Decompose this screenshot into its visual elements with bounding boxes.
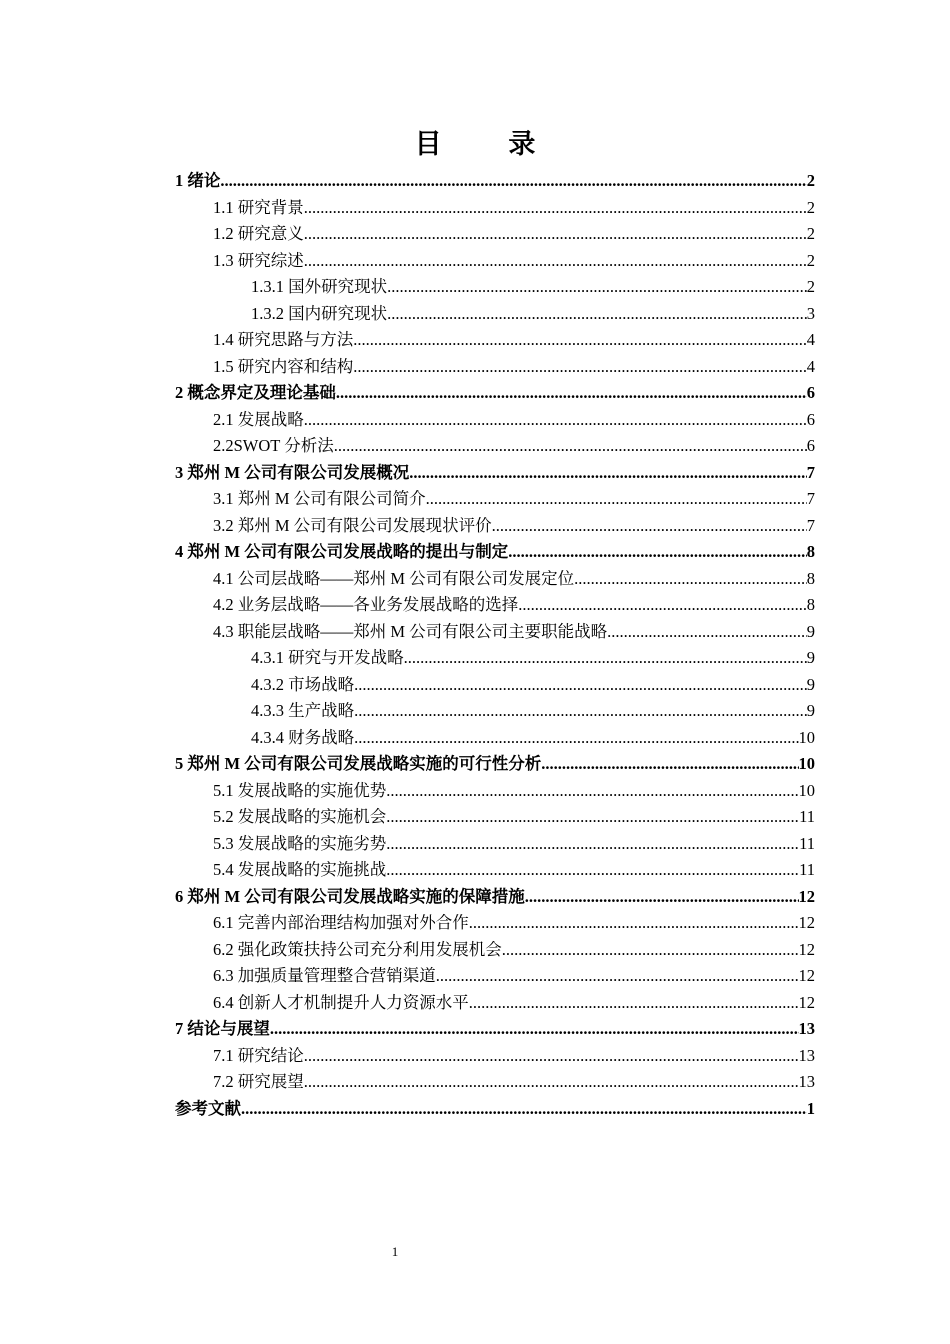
toc-entry-page-number: 7 <box>806 489 815 508</box>
toc-entry-title: 6 郑州 M 公司有限公司发展战略实施的保障措施 <box>175 886 525 906</box>
toc-dot-leader <box>518 592 807 619</box>
toc-entry[interactable] <box>175 301 815 328</box>
toc-entry-title: 1 绪论 <box>175 171 221 190</box>
toc-entry-page-number: 3 <box>806 303 815 323</box>
toc-entry-page-number: 8 <box>806 542 815 561</box>
toc-entry-page-number: 11 <box>799 833 815 853</box>
toc-dot-leader <box>525 884 799 911</box>
toc-entry[interactable] <box>175 274 815 301</box>
toc-entry-title: 4 郑州 M 公司有限公司发展战略的提出与制定 <box>175 542 509 561</box>
toc-entry-page-number: 9 <box>806 701 815 720</box>
toc-entry[interactable] <box>175 195 815 222</box>
toc-entry-title: 参考文献 <box>175 1098 241 1118</box>
toc-entry[interactable] <box>175 672 815 699</box>
toc-dot-leader <box>508 539 807 566</box>
toc-entry-page-number: 10 <box>798 727 815 747</box>
toc-entry-title: 6.4 创新人才机制提升人力资源水平 <box>213 992 469 1012</box>
toc-entry[interactable] <box>175 513 815 540</box>
toc-entry[interactable] <box>175 407 815 434</box>
toc-entry-page-number: 7 <box>806 462 815 482</box>
toc-entry[interactable] <box>175 433 815 460</box>
toc-dot-leader <box>541 751 798 778</box>
toc-entry-page-number: 11 <box>799 860 815 879</box>
toc-entry[interactable] <box>175 327 815 354</box>
toc-entry-title: 4.3.2 市场战略 <box>251 674 355 694</box>
toc-entry-page-number: 9 <box>806 648 815 667</box>
toc-dot-leader <box>607 619 807 646</box>
toc-entry[interactable] <box>175 910 815 937</box>
toc-entry-page-number: 6 <box>806 436 815 455</box>
toc-entry[interactable] <box>175 778 815 805</box>
toc-dot-leader <box>387 301 807 328</box>
toc-entry-page-number: 2 <box>806 224 815 243</box>
toc-dot-leader <box>386 778 798 805</box>
toc-entry-page-number: 12 <box>798 886 815 906</box>
toc-entry-title: 1.2 研究意义 <box>213 224 304 243</box>
toc-entry-title: 3 郑州 M 公司有限公司发展概况 <box>175 462 410 482</box>
toc-entry[interactable] <box>175 1043 815 1070</box>
toc-entry[interactable] <box>175 539 815 566</box>
toc-entry[interactable] <box>175 937 815 964</box>
toc-entry[interactable] <box>175 725 815 752</box>
toc-dot-leader <box>354 672 807 699</box>
toc-dot-leader <box>469 990 799 1017</box>
toc-dot-leader <box>334 433 807 460</box>
toc-entry-title: 4.3.1 研究与开发战略 <box>251 648 404 667</box>
toc-entry-page-number: 13 <box>798 1072 815 1091</box>
toc-entry-title: 1.3.1 国外研究现状 <box>251 277 388 296</box>
toc-entry[interactable] <box>175 990 815 1017</box>
toc-entry[interactable] <box>175 221 815 248</box>
toc-entry[interactable] <box>175 1016 815 1043</box>
toc-dot-leader <box>409 460 807 487</box>
toc-dot-leader <box>469 910 799 937</box>
toc-entry-title: 4.1 公司层战略——郑州 M 公司有限公司发展定位 <box>213 568 575 588</box>
table-of-contents <box>175 168 815 1122</box>
toc-entry[interactable] <box>175 645 815 672</box>
toc-entry-title: 4.2 业务层战略——各业务发展战略的选择 <box>213 595 519 614</box>
toc-entry-title: 7 结论与展望 <box>175 1019 270 1038</box>
toc-entry-page-number: 13 <box>798 1045 815 1065</box>
toc-entry-page-number: 4 <box>806 356 815 376</box>
toc-entry-page-number: 8 <box>806 595 815 614</box>
toc-entry-page-number: 12 <box>798 913 815 932</box>
toc-entry[interactable] <box>175 1096 815 1123</box>
toc-entry-page-number: 4 <box>806 330 815 349</box>
toc-entry-title: 5.3 发展战略的实施劣势 <box>213 833 387 853</box>
toc-dot-leader <box>386 831 799 858</box>
toc-entry-page-number: 2 <box>806 250 815 270</box>
toc-dot-leader <box>304 1069 799 1096</box>
toc-entry-title: 1.4 研究思路与方法 <box>213 330 354 349</box>
toc-entry-page-number: 13 <box>798 1019 815 1038</box>
toc-dot-leader <box>304 248 807 275</box>
toc-entry[interactable] <box>175 460 815 487</box>
toc-entry[interactable] <box>175 619 815 646</box>
toc-dot-leader <box>220 168 806 195</box>
toc-entry-page-number: 6 <box>806 409 815 429</box>
toc-entry-page-number: 8 <box>806 568 815 588</box>
toc-entry-title: 5.1 发展战略的实施优势 <box>213 780 387 800</box>
toc-entry[interactable] <box>175 354 815 381</box>
toc-dot-leader <box>354 698 807 725</box>
toc-entry-title: 1.3.2 国内研究现状 <box>251 303 388 323</box>
toc-entry-page-number: 1 <box>806 1098 815 1118</box>
toc-entry[interactable] <box>175 857 815 884</box>
toc-dot-leader <box>241 1096 807 1123</box>
toc-entry-title: 7.1 研究结论 <box>213 1045 304 1065</box>
toc-entry-title: 4.3.3 生产战略 <box>251 701 355 720</box>
toc-entry-page-number: 10 <box>798 754 815 773</box>
toc-entry[interactable] <box>175 963 815 990</box>
toc-entry-title: 5.2 发展战略的实施机会 <box>213 807 387 826</box>
toc-entry-title: 4.3 职能层战略——郑州 M 公司有限公司主要职能战略 <box>213 621 608 641</box>
toc-entry-page-number: 9 <box>806 621 815 641</box>
toc-dot-leader <box>426 486 807 513</box>
toc-dot-leader <box>492 513 807 540</box>
toc-entry-title: 2 概念界定及理论基础 <box>175 383 336 402</box>
toc-entry-title: 6.3 加强质量管理整合营销渠道 <box>213 966 436 985</box>
toc-entry-page-number: 12 <box>798 992 815 1012</box>
toc-entry-title: 1.5 研究内容和结构 <box>213 356 354 376</box>
toc-dot-leader <box>386 857 799 884</box>
toc-entry[interactable] <box>175 248 815 275</box>
toc-title: 目 录 <box>414 129 566 159</box>
toc-entry[interactable] <box>175 168 815 195</box>
toc-entry[interactable] <box>175 486 815 513</box>
toc-entry[interactable] <box>175 831 815 858</box>
toc-entry-title: 3.1 郑州 M 公司有限公司简介 <box>213 489 426 508</box>
toc-entry-page-number: 7 <box>806 515 815 535</box>
toc-dot-leader <box>304 221 807 248</box>
toc-dot-leader <box>270 1016 799 1043</box>
toc-dot-leader <box>304 407 807 434</box>
toc-entry-title: 4.3.4 财务战略 <box>251 727 355 747</box>
toc-entry-title: 6.1 完善内部治理结构加强对外合作 <box>213 913 469 932</box>
toc-entry-title: 1.3 研究综述 <box>213 250 304 270</box>
toc-entry[interactable] <box>175 380 815 407</box>
toc-entry-page-number: 2 <box>806 197 815 217</box>
toc-entry[interactable] <box>175 1069 815 1096</box>
toc-entry[interactable] <box>175 566 815 593</box>
toc-dot-leader <box>353 327 807 354</box>
toc-entry[interactable] <box>175 592 815 619</box>
toc-dot-leader <box>387 274 807 301</box>
toc-entry-page-number: 2 <box>806 171 815 190</box>
toc-dot-leader <box>386 804 799 831</box>
toc-entry[interactable] <box>175 751 815 778</box>
toc-entry[interactable] <box>175 698 815 725</box>
toc-dot-leader <box>353 354 807 381</box>
toc-entry-title: 7.2 研究展望 <box>213 1072 304 1091</box>
toc-entry-page-number: 12 <box>798 939 815 959</box>
toc-entry-title: 2.1 发展战略 <box>213 409 304 429</box>
toc-entry-title: 6.2 强化政策扶持公司充分利用发展机会 <box>213 939 502 959</box>
toc-entry-page-number: 2 <box>806 277 815 296</box>
page-number: 1 <box>391 1244 399 1259</box>
toc-entry-title: 2.2SWOT 分析法 <box>213 436 334 455</box>
toc-entry-page-number: 12 <box>798 966 815 985</box>
toc-dot-leader <box>304 195 807 222</box>
toc-dot-leader <box>336 380 807 407</box>
toc-entry-page-number: 10 <box>798 780 815 800</box>
toc-entry-title: 1.1 研究背景 <box>213 197 304 217</box>
toc-entry-page-number: 11 <box>799 807 815 826</box>
toc-dot-leader <box>574 566 807 593</box>
toc-entry-title: 5.4 发展战略的实施挑战 <box>213 860 387 879</box>
toc-dot-leader <box>304 1043 799 1070</box>
toc-entry-page-number: 6 <box>806 383 815 402</box>
toc-dot-leader <box>354 725 798 752</box>
toc-entry-page-number: 9 <box>806 674 815 694</box>
toc-entry[interactable] <box>175 884 815 911</box>
toc-dot-leader <box>404 645 807 672</box>
toc-entry[interactable] <box>175 804 815 831</box>
toc-dot-leader <box>436 963 799 990</box>
toc-dot-leader <box>502 937 799 964</box>
toc-entry-title: 3.2 郑州 M 公司有限公司发展现状评价 <box>213 515 492 535</box>
toc-entry-title: 5 郑州 M 公司有限公司发展战略实施的可行性分析 <box>175 754 542 773</box>
